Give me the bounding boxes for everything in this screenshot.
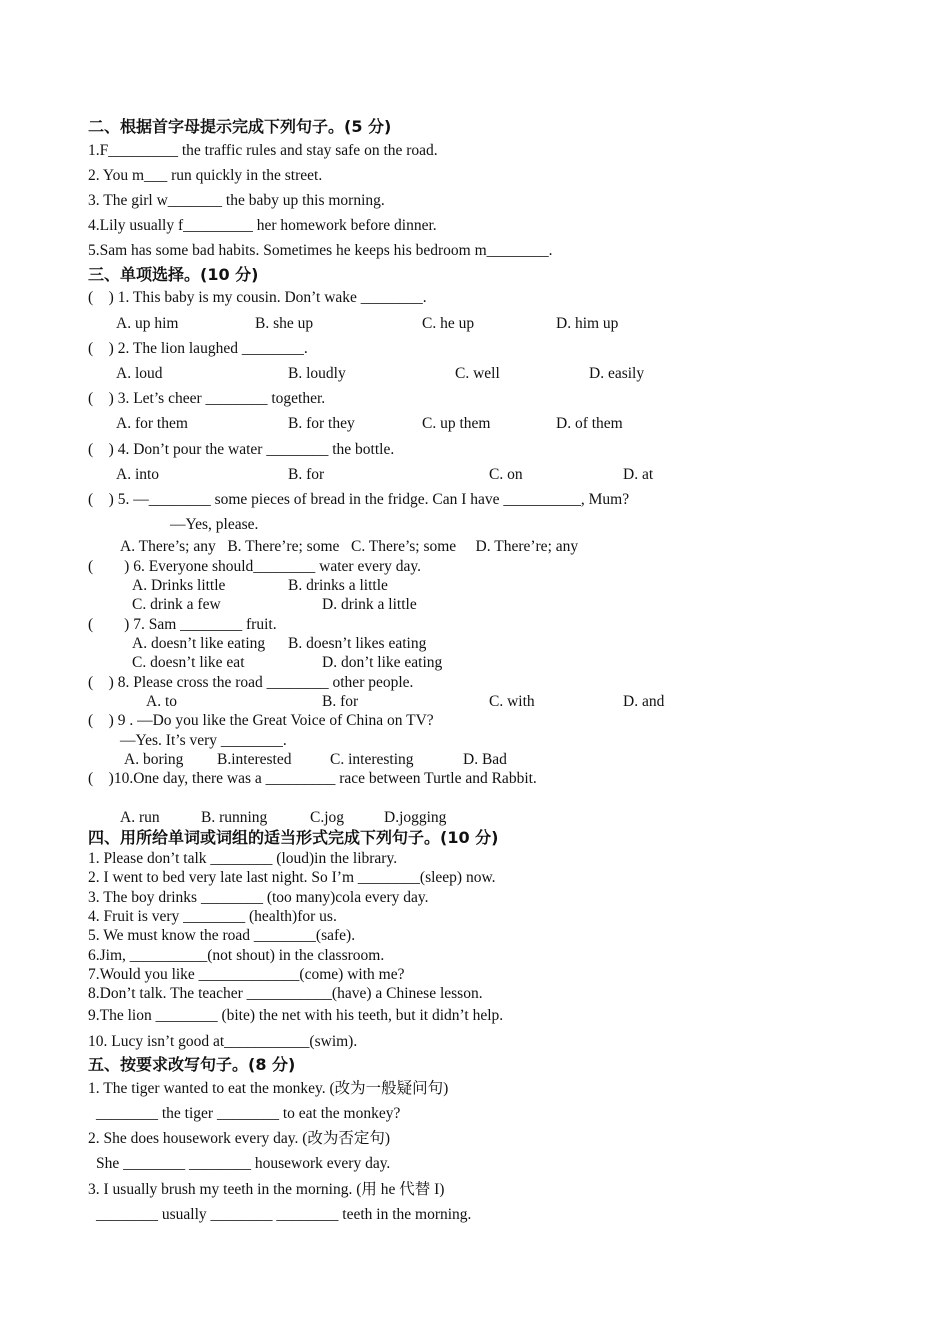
- s3-q7-option-d: D. don’t like eating: [322, 654, 443, 671]
- s3-q1-stem: ( ) 1. This baby is my cousin. Don’t wake ________.: [88, 289, 427, 306]
- s3-q9-reply: —Yes. It’s very ________.: [120, 732, 287, 749]
- s5-q1-answer-line: ________ the tiger ________ to eat the monkey?: [96, 1105, 401, 1122]
- section-5-title: 五、按要求改写句子。(8 分): [88, 1055, 296, 1074]
- s3-q8-option-a: A. to: [146, 693, 177, 710]
- s3-q10-option-d: D.jogging: [384, 809, 447, 826]
- s4-question-9: 9.The lion ________ (bite) the net with his teeth, but it didn’t help.: [88, 1007, 504, 1024]
- s3-q9-option-b: B.interested: [217, 751, 292, 768]
- s3-q4-option-b: B. for: [288, 466, 325, 483]
- s3-q3-option-c: C. up them: [422, 415, 491, 432]
- s4-question-5: 5. We must know the road ________(safe).: [88, 927, 356, 944]
- s3-q3-option-b: B. for they: [288, 415, 355, 432]
- s3-q6-option-d: D. drink a little: [322, 596, 417, 613]
- s3-q5-reply: —Yes, please.: [170, 516, 259, 533]
- s4-question-2: 2. I went to bed very late last night. So I’m ________(sleep) now.: [88, 869, 496, 886]
- s3-q2-option-a: A. loud: [116, 365, 163, 382]
- s3-q3-stem: ( ) 3. Let’s cheer ________ together.: [88, 390, 326, 407]
- s3-q2-option-c: C. well: [455, 365, 500, 382]
- s5-q2-stem: 2. She does housework every day. (改为否定句): [88, 1130, 391, 1147]
- s3-q10-option-b: B. running: [201, 809, 268, 826]
- s5-q2-answer-line: She ________ ________ housework every day.: [96, 1155, 391, 1172]
- s3-q9-option-c: C. interesting: [330, 751, 414, 768]
- s3-q5-options: A. There’s; any B. There’re; some C. There’s; some D. There’re; any: [120, 538, 579, 555]
- s3-q4-stem: ( ) 4. Don’t pour the water ________ the bottle.: [88, 441, 395, 458]
- s3-q7-option-a: A. doesn’t like eating: [132, 635, 266, 652]
- s4-question-10: 10. Lucy isn’t good at___________(swim).: [88, 1033, 358, 1050]
- s3-q4-option-d: D. at: [623, 466, 654, 483]
- section-2-title: 二、根据首字母提示完成下列句子。(5 分): [88, 117, 392, 136]
- s3-q3-option-a: A. for them: [116, 415, 188, 432]
- s3-q3-option-d: D. of them: [556, 415, 623, 432]
- s3-q10-stem: ( )10.One day, there was a _________ race between Turtle and Rabbit.: [88, 770, 537, 787]
- s3-q6-option-b: B. drinks a little: [288, 577, 388, 594]
- s3-q8-stem: ( ) 8. Please cross the road ________ other people.: [88, 674, 414, 691]
- s5-q3-stem: 3. I usually brush my teeth in the morning. (用 he 代替 I): [88, 1181, 445, 1198]
- s3-q8-option-c: C. with: [489, 693, 535, 710]
- s3-q8-option-b: B. for: [322, 693, 359, 710]
- s3-q10-option-c: C.jog: [310, 809, 345, 826]
- section-3-title: 三、单项选择。(10 分): [88, 265, 259, 284]
- s3-q9-stem: ( ) 9 . —Do you like the Great Voice of China on TV?: [88, 712, 434, 729]
- s2-question-1: 1.F_________ the traffic rules and stay safe on the road.: [88, 142, 438, 159]
- s4-question-1: 1. Please don’t talk ________ (loud)in the library.: [88, 850, 398, 867]
- s3-q7-option-c: C. doesn’t like eat: [132, 654, 245, 671]
- s3-q6-option-c: C. drink a few: [132, 596, 221, 613]
- s5-q1-stem: 1. The tiger wanted to eat the monkey. (改为一般疑问句): [88, 1080, 449, 1097]
- s3-q9-option-a: A. boring: [124, 751, 184, 768]
- s3-q2-option-d: D. easily: [589, 365, 645, 382]
- s4-question-4: 4. Fruit is very ________ (health)for us.: [88, 908, 337, 925]
- s3-q8-option-d: D. and: [623, 693, 665, 710]
- s2-question-3: 3. The girl w_______ the baby up this morning.: [88, 192, 385, 209]
- s3-q7-option-b: B. doesn’t likes eating: [288, 635, 427, 652]
- s2-question-2: 2. You m___ run quickly in the street.: [88, 167, 323, 184]
- s3-q2-stem: ( ) 2. The lion laughed ________.: [88, 340, 308, 357]
- s3-q6-option-a: A. Drinks little: [132, 577, 226, 594]
- s3-q6-stem: ( ) 6. Everyone should________ water every day.: [88, 558, 422, 575]
- s3-q10-option-a: A. run: [120, 809, 160, 826]
- s3-q5-stem: ( ) 5. —________ some pieces of bread in the fridge. Can I have __________, Mum?: [88, 491, 630, 508]
- s3-q4-option-c: C. on: [489, 466, 523, 483]
- s3-q2-option-b: B. loudly: [288, 365, 346, 382]
- s4-question-8: 8.Don’t talk. The teacher ___________(have) a Chinese lesson.: [88, 985, 483, 1002]
- s3-q1-option-a: A. up him: [116, 315, 179, 332]
- s5-q3-answer-line: ________ usually ________ ________ teeth in the morning.: [96, 1206, 472, 1223]
- s4-question-3: 3. The boy drinks ________ (too many)cola every day.: [88, 889, 429, 906]
- s2-question-5: 5.Sam has some bad habits. Sometimes he keeps his bedroom m________.: [88, 242, 553, 259]
- s4-question-7: 7.Would you like _____________(come) with me?: [88, 966, 405, 983]
- section-4-title: 四、用所给单词或词组的适当形式完成下列句子。(10 分): [88, 828, 499, 847]
- s3-q1-option-c: C. he up: [422, 315, 475, 332]
- s4-question-6: 6.Jim, __________(not shout) in the classroom.: [88, 947, 385, 964]
- s3-q7-stem: ( ) 7. Sam ________ fruit.: [88, 616, 277, 633]
- s3-q9-option-d: D. Bad: [463, 751, 507, 768]
- s3-q1-option-d: D. him up: [556, 315, 619, 332]
- s2-question-4: 4.Lily usually f_________ her homework before dinner.: [88, 217, 437, 234]
- s3-q1-option-b: B. she up: [255, 315, 314, 332]
- s3-q4-option-a: A. into: [116, 466, 160, 483]
